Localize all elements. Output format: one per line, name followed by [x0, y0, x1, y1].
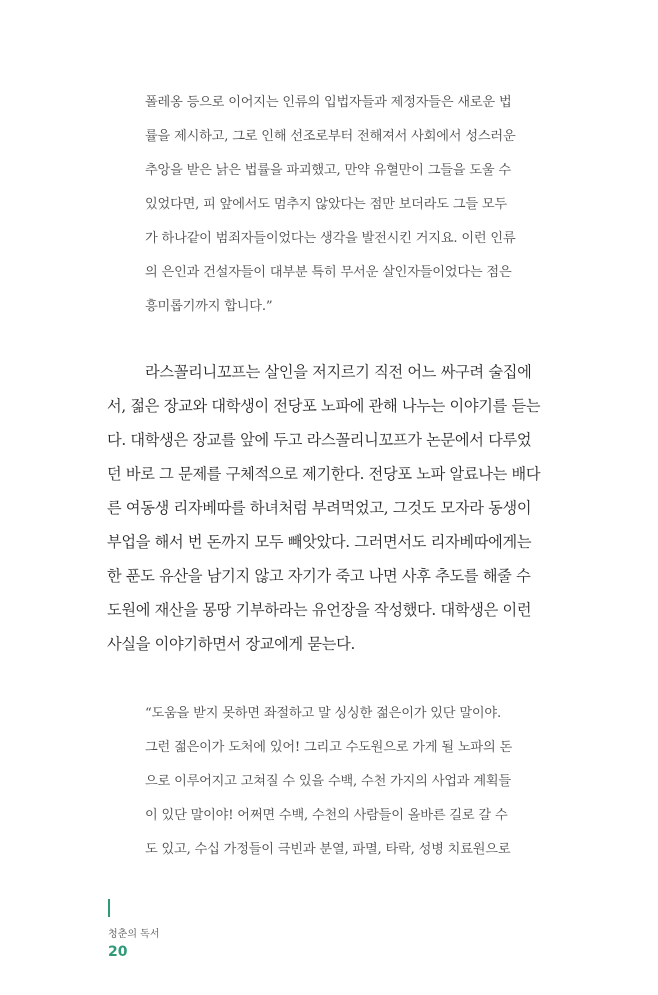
body-line: 한 푼도 유산을 남기지 않고 자기가 죽고 나면 사후 추도를 해줄 수	[107, 567, 531, 585]
quote-line: 률을 제시하고, 그로 인해 선조로부터 전해져서 사회에서 성스러운	[145, 129, 516, 144]
quote-line: 으로 이루어지고 고쳐질 수 있을 수백, 수천 가지의 사업과 계획들	[145, 774, 511, 789]
quote-line: 폴레옹 등으로 이어지는 인류의 입법자들과 제정자들은 새로운 법	[145, 95, 512, 110]
quote-line: 추앙을 받은 낡은 법률을 파괴했고, 만약 유혈만이 그들을 도울 수	[145, 163, 511, 178]
body-line: 던 바로 그 문제를 구체적으로 제기한다. 전당포 노파 알료나는 배다	[107, 465, 541, 483]
body-line: 라스꼴리니꼬프는 살인을 저지르기 직전 어느 싸구려 술집에	[145, 363, 532, 381]
page-footer	[108, 899, 159, 960]
body-line: 사실을 이야기하면서 장교에게 묻는다.	[107, 635, 356, 653]
body-line: 다. 대학생은 장교를 앞에 두고 라스꼴리니꼬프가 논문에서 다루었	[107, 431, 532, 449]
quote-line: 의 은인과 건설자들이 대부분 특히 무서운 살인자들이었다는 점은	[145, 265, 512, 280]
body-paragraph	[107, 355, 557, 661]
block-quote-bottom	[145, 697, 555, 867]
body-line: 부업을 해서 번 돈까지 모두 빼앗았다. 그러면서도 리자베따에게는	[107, 533, 532, 551]
quote-line: 도 있고, 수십 가정들이 극빈과 분열, 파멸, 타락, 성병 치료원으로	[145, 842, 511, 857]
quote-line: 있었다면, 피 앞에서도 멈추지 않았다는 점만 보더라도 그들 모두	[145, 197, 507, 212]
quote-line: 그런 젊은이가 도처에 있어! 그리고 수도원으로 가게 될 노파의 돈	[145, 740, 513, 755]
quote-line: 흥미롭기까지 합니다.”	[145, 299, 273, 314]
quote-line: “도움을 받지 못하면 좌절하고 말 싱싱한 젊은이가 있단 말이야.	[145, 706, 501, 721]
quote-line: 이 있단 말이야! 어쩌면 수백, 수천의 사람들이 올바른 길로 갈 수	[145, 808, 508, 823]
body-line: 도원에 재산을 몽땅 기부하라는 유언장을 작성했다. 대학생은 이런	[107, 601, 532, 619]
book-title: 청춘의 독서	[108, 929, 160, 940]
page-number: 20	[108, 944, 128, 960]
body-line: 서, 젊은 장교와 대학생이 전당포 노파에 관해 나누는 이야기를 듣는	[107, 397, 541, 415]
body-line: 른 여동생 리자베따를 하녀처럼 부려먹었고, 그것도 모자라 동생이	[107, 499, 532, 517]
footer-accent-rule	[108, 899, 110, 917]
quote-line: 가 하나같이 범죄자들이었다는 생각을 발전시킨 거지요. 이런 인류	[145, 231, 516, 246]
block-quote-top	[145, 86, 555, 324]
